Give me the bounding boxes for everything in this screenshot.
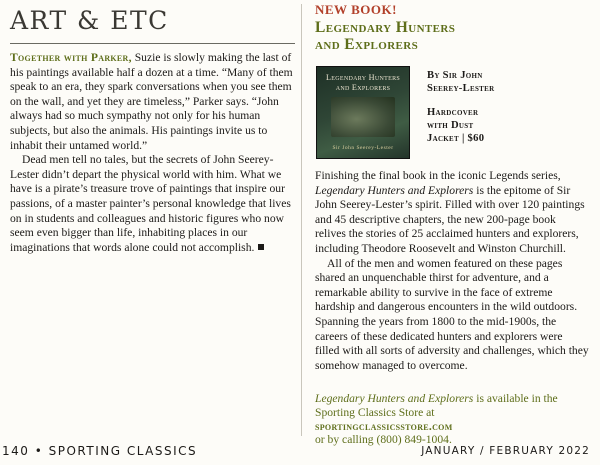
right-paragraph-2: All of the men and women featured on these pages shared an unquenchable thirst for adventure, and a remarkable ability to survive in the face of extreme hardship and dangerous encounters in the wild outdoors. Spanning the years from 1800 to the mid-1900s, the careers of these dedicated hunters and explorers were filled with all sorts of adversity and challenges, which they somehow managed to overcome.: [315, 256, 589, 372]
byline-line-1: By Sir John: [427, 70, 483, 81]
byline-line-2: Seerey-Lester: [427, 83, 495, 95]
cover-title: [317, 73, 409, 92]
book-cover-image: [316, 66, 410, 159]
cover-painting: [331, 97, 395, 137]
book-details: [427, 69, 587, 145]
new-book-kicker: NEW BOOK!: [315, 2, 397, 17]
cover-author: Sir John Seerey-Lester: [332, 145, 394, 151]
right-article-column: [315, 169, 589, 373]
cover-title-line-1: Legendary Hunters: [325, 73, 401, 82]
book-byline: [427, 69, 587, 96]
right-paragraph-1-b: is the epitome of Sir John Seerey-Lester’s spirit. Filled with over 120 paintings and 45 descriptive chapters, the new 200-page book relives the stories of 25 acclaimed hunters and explorers, including Theodore Roosevelt and Winston Churchill.: [315, 183, 585, 255]
left-paragraph-1-text: Suzie is slowly making the last of his paintings available half a dozen at a time. “Many of them speak to an era, they spark conversations when you see them on the wall, and yet they are timeless,” Parker says. “John always had so much sympathy not only for his human subjects, but also the animals. His paintings invite us to inhabit their untamed world.”: [10, 51, 293, 152]
right-paragraph-1-book-title: Legendary Hunters and Explorers: [315, 183, 474, 197]
format-line-2: with Dust: [427, 119, 474, 131]
availability-text: is available in the Sporting Classics Store at: [315, 392, 558, 419]
lead-in: Together with Parker,: [10, 51, 132, 64]
availability-note: [315, 392, 589, 447]
section-rule: [10, 43, 295, 44]
end-mark-icon: [258, 244, 264, 250]
issue-date: JANUARY / FEBRUARY 2022: [421, 445, 590, 457]
availability-phone: or by calling (800) 849-1004.: [315, 433, 452, 447]
left-paragraph-1: [10, 51, 293, 153]
book-title: [315, 19, 575, 53]
format-price: Jacket | $60: [427, 133, 485, 145]
book-title-line-1: Legendary Hunters: [315, 19, 456, 36]
right-paragraph-1: [315, 169, 589, 257]
availability-book-title: Legendary Hunters and Explorers: [315, 392, 474, 405]
column-divider: [301, 4, 302, 436]
store-url-link[interactable]: sportingclassicsstore.com: [315, 419, 453, 433]
left-paragraph-2-text: Dead men tell no tales, but the secrets of John Seerey-Lester didn’t depart the physical world with him. What we have is a pirate’s treasure trove of paintings that inspire our passions, of a master painter’s personal knowledge that lives on in students and colleagues and historic figures who now seem even bigger than life, inhabiting places in our imaginations that words alone could not accomplish.: [10, 153, 291, 254]
right-paragraph-1-a: Finishing the final book in the iconic Legends series,: [315, 169, 561, 182]
book-title-line-2: and Explorers: [315, 36, 419, 53]
page-folio: 140 • SPORTING CLASSICS: [2, 444, 198, 458]
format-line-1: Hardcover: [427, 106, 479, 118]
left-paragraph-2: [10, 153, 293, 255]
left-article-column: [10, 51, 293, 255]
section-title: ART & ETC: [10, 6, 169, 35]
cover-title-line-2: and Explorers: [335, 82, 391, 92]
